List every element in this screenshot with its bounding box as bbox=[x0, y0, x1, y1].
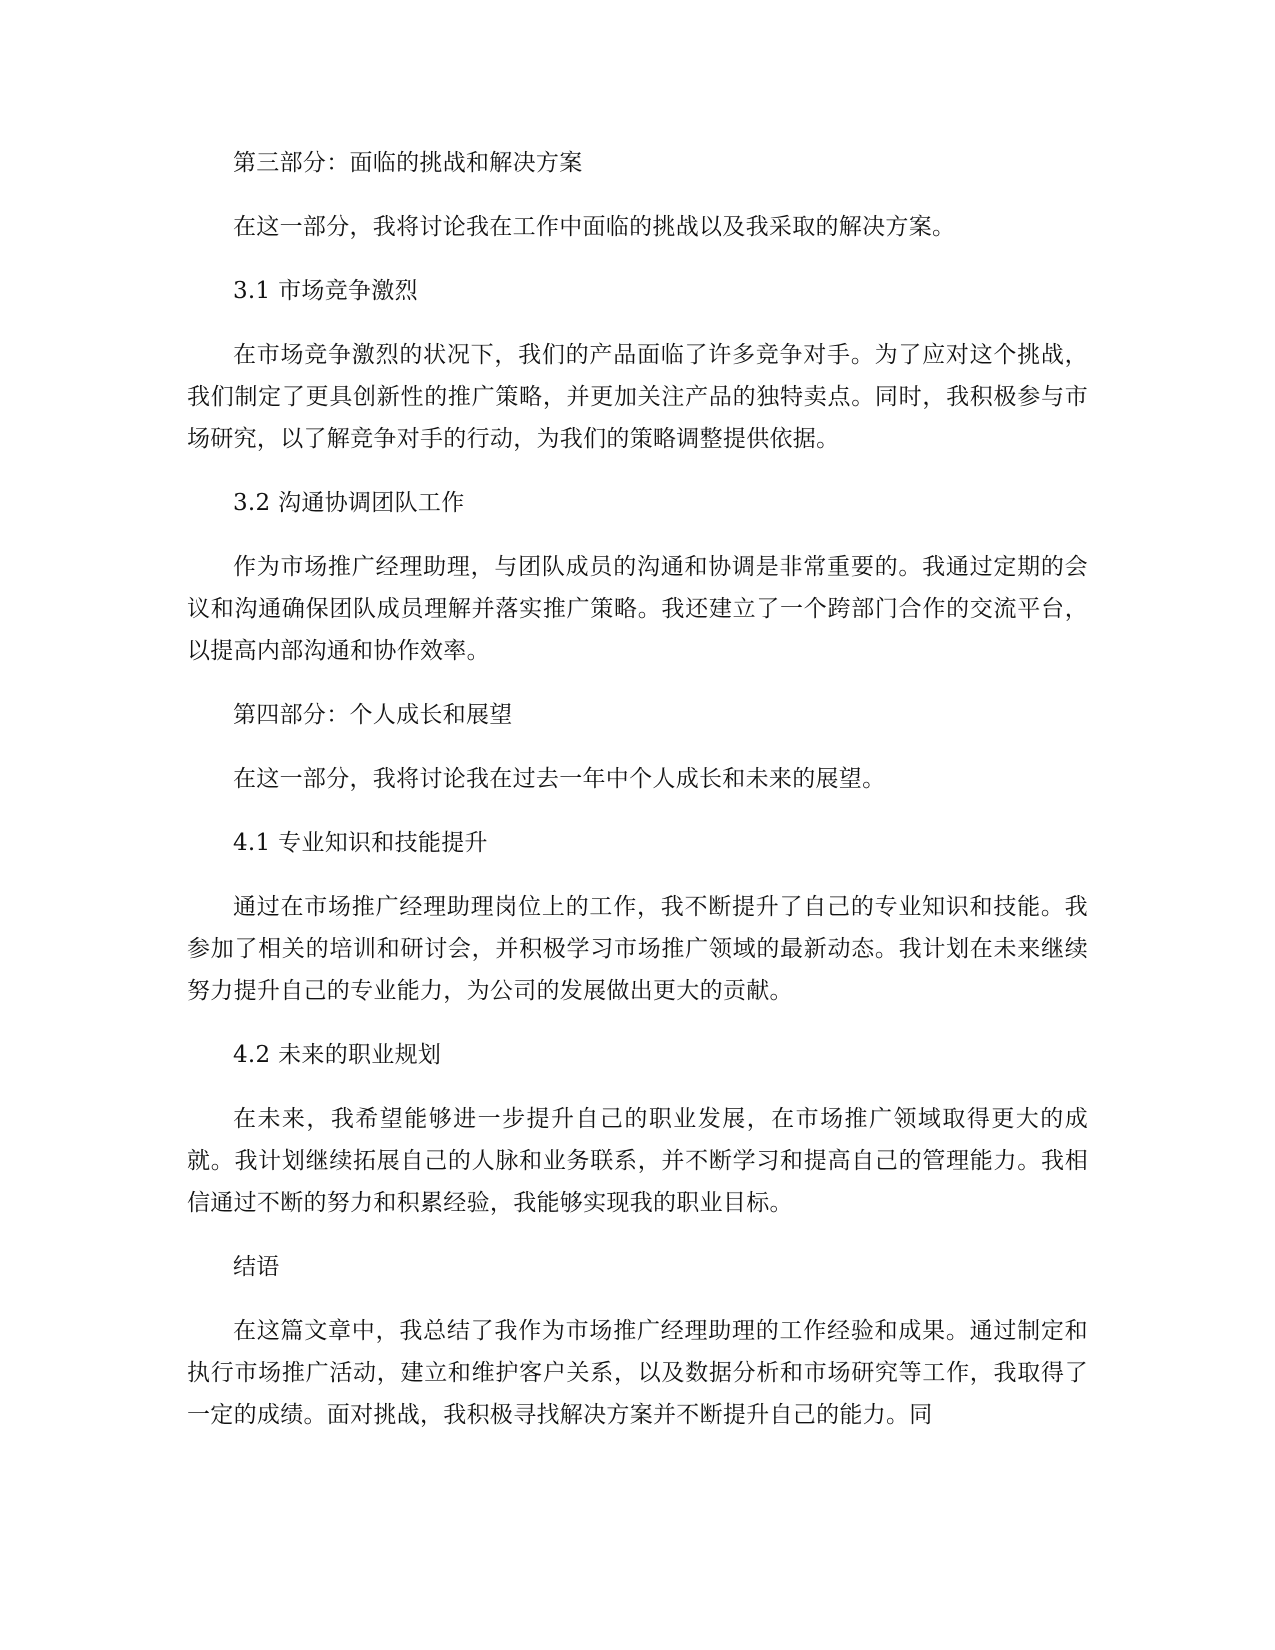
section-heading: 第四部分：个人成长和展望 bbox=[233, 702, 513, 728]
body-paragraph: 在市场竞争激烈的状况下，我们的产品面临了许多竞争对手。为了应对这个挑战，我们制定了更具创新性的推广策略，并更加关注产品的独特卖点。同时，我积极参与市场研究，以了解竞争对手的行动，为我们的策略调整提供依据。 bbox=[187, 342, 1088, 452]
body-paragraph: 作为市场推广经理助理，与团队成员的沟通和协调是非常重要的。我通过定期的会议和沟通确保团队成员理解并落实推广策略。我还建立了一个跨部门合作的交流平台，以提高内部沟通和协作效率。 bbox=[187, 554, 1088, 664]
subsection-heading: 3.2 沟通协调团队工作 bbox=[233, 490, 465, 516]
body-paragraph: 通过在市场推广经理助理岗位上的工作，我不断提升了自己的专业知识和技能。我参加了相关的培训和研讨会，并积极学习市场推广领域的最新动态。我计划在未来继续努力提升自己的专业能力，为公司的发展做出更大的贡献。 bbox=[187, 894, 1088, 1004]
body-paragraph: 在这一部分，我将讨论我在工作中面临的挑战以及我采取的解决方案。 bbox=[233, 214, 956, 240]
document-body bbox=[187, 142, 1088, 1458]
body-paragraph: 在这篇文章中，我总结了我作为市场推广经理助理的工作经验和成果。通过制定和执行市场推广活动，建立和维护客户关系，以及数据分析和市场研究等工作，我取得了一定的成绩。面对挑战，我积极寻找解决方案并不断提升自己的能力。同 bbox=[187, 1318, 1088, 1428]
subsection-heading: 3.1 市场竞争激烈 bbox=[233, 278, 418, 304]
subsection-heading: 4.2 未来的职业规划 bbox=[233, 1042, 442, 1068]
body-paragraph: 在这一部分，我将讨论我在过去一年中个人成长和未来的展望。 bbox=[233, 766, 886, 792]
conclusion-heading: 结语 bbox=[233, 1254, 280, 1280]
section-heading: 第三部分：面临的挑战和解决方案 bbox=[233, 150, 583, 176]
subsection-heading: 4.1 专业知识和技能提升 bbox=[233, 830, 488, 856]
body-paragraph: 在未来，我希望能够进一步提升自己的职业发展，在市场推广领域取得更大的成就。我计划继续拓展自己的人脉和业务联系，并不断学习和提高自己的管理能力。我相信通过不断的努力和积累经验，我能够实现我的职业目标。 bbox=[187, 1106, 1088, 1216]
